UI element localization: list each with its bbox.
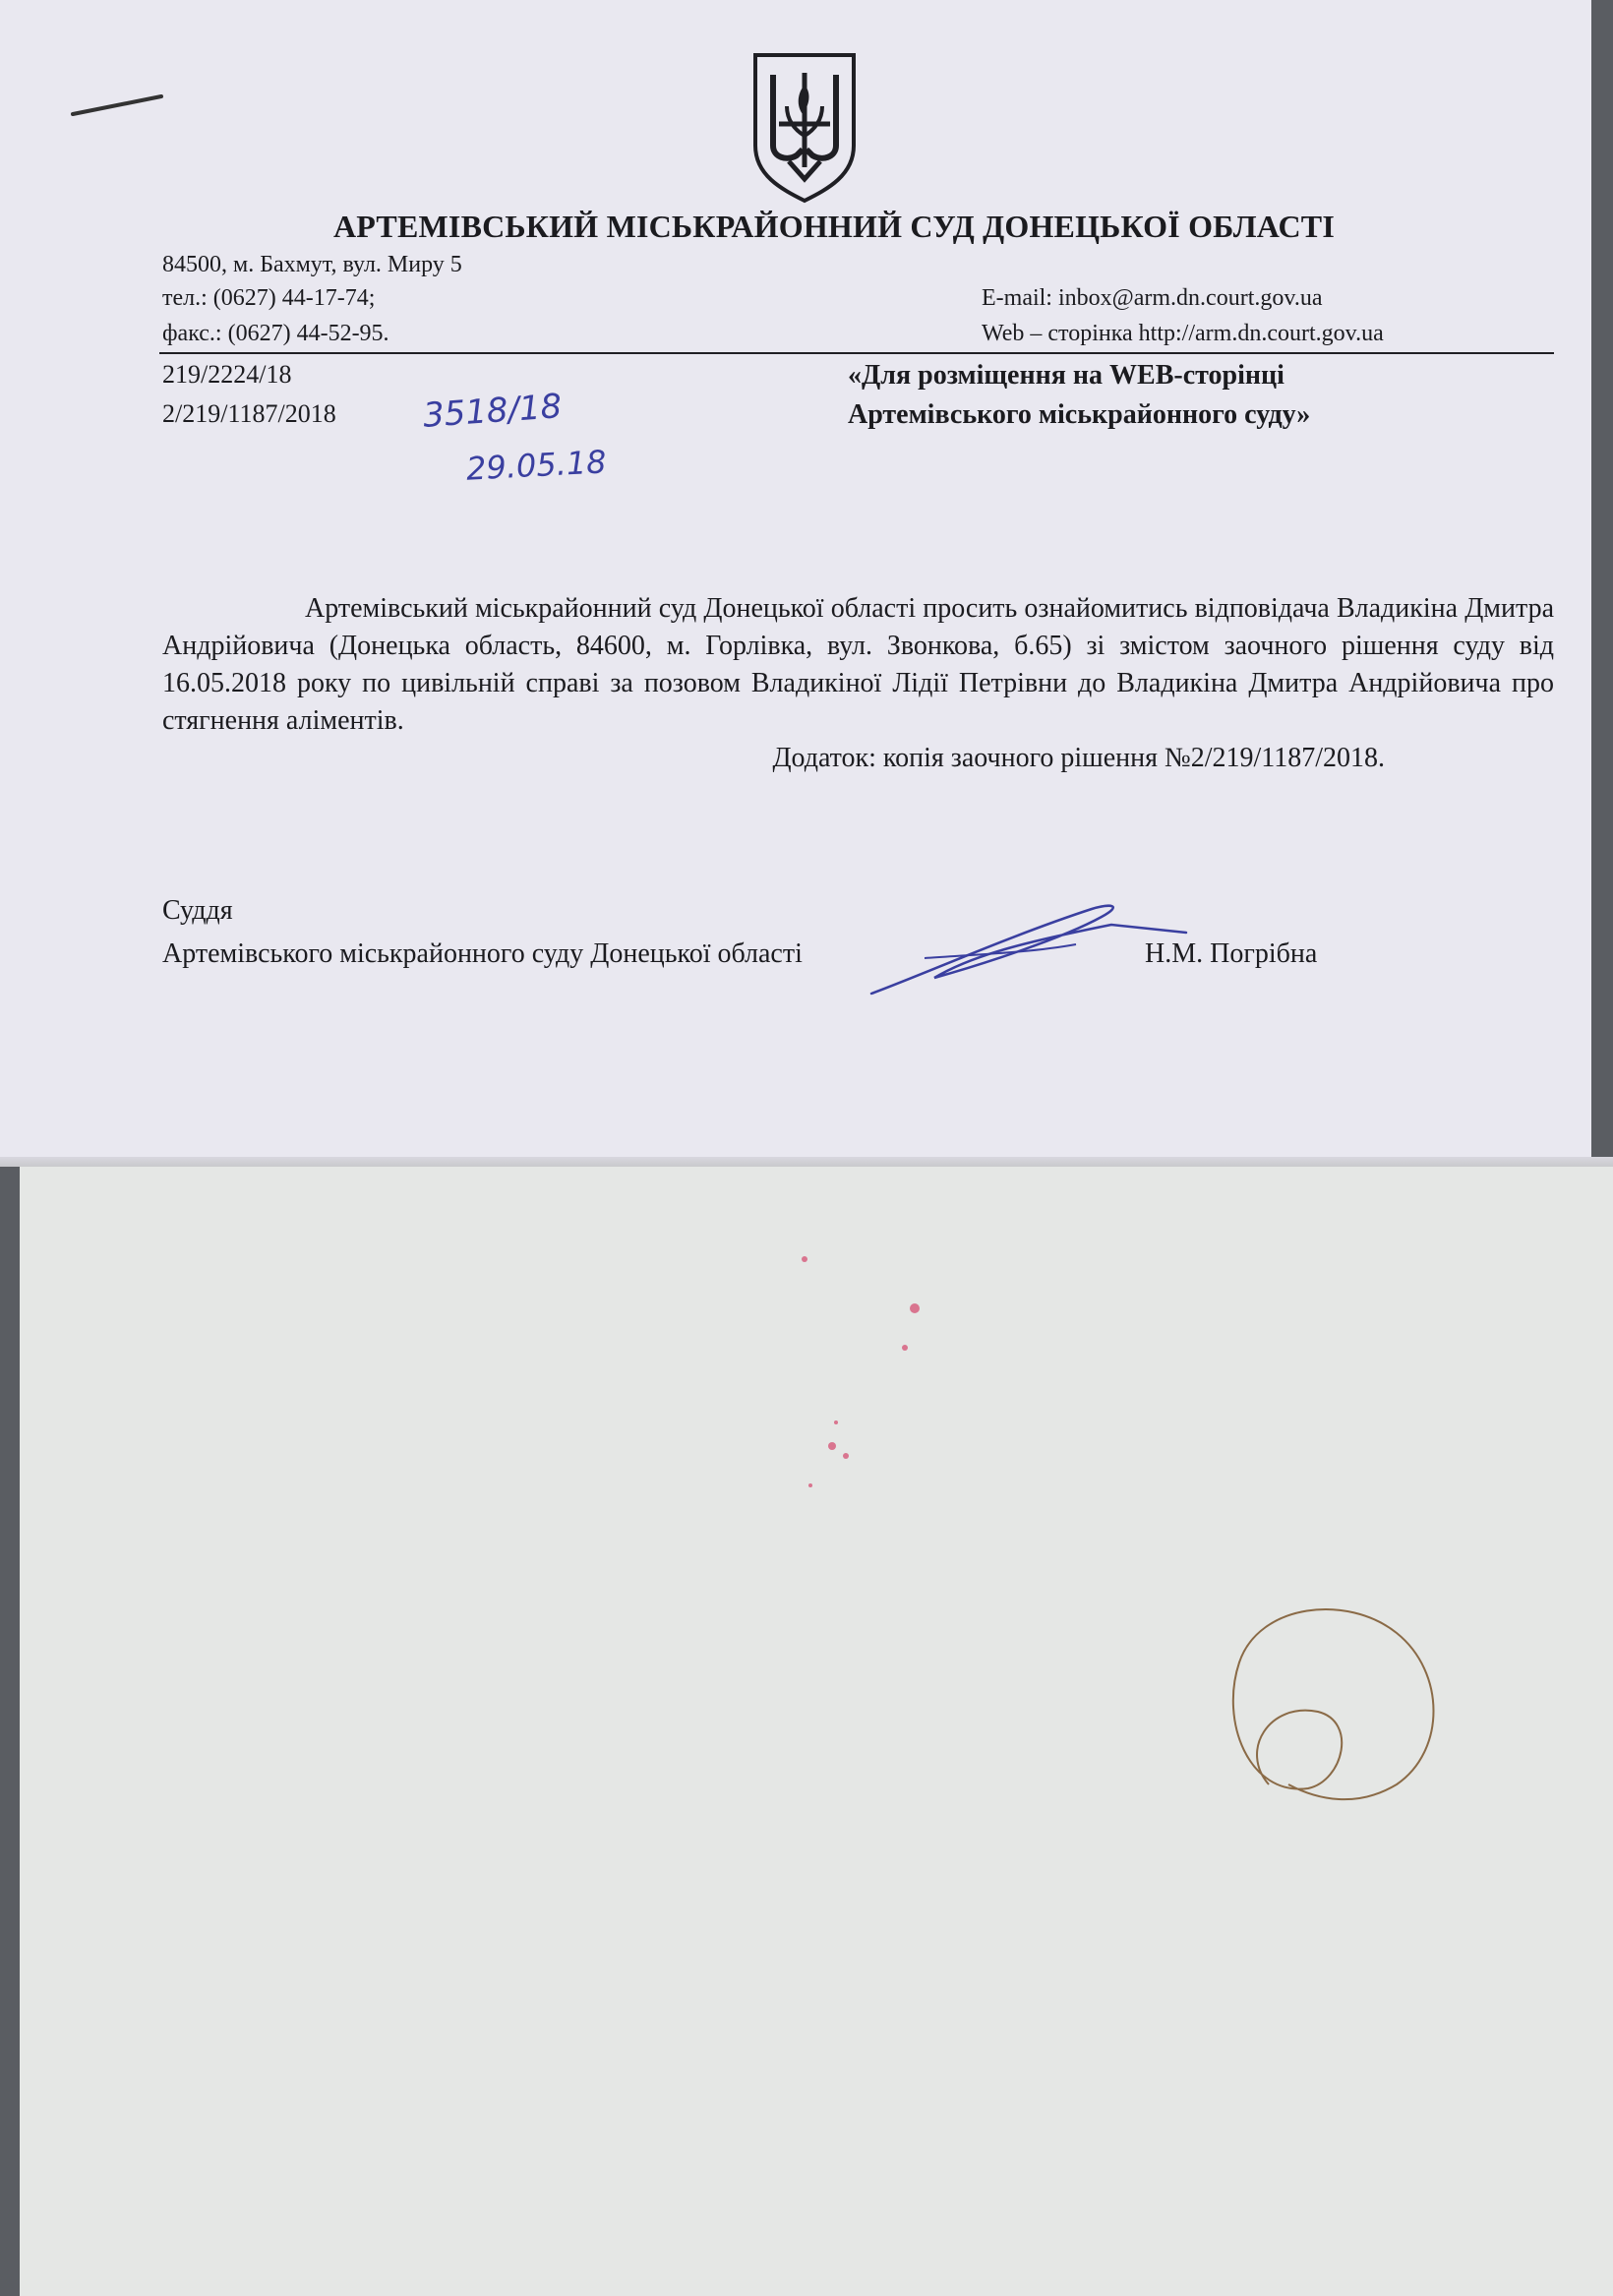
court-web: Web – сторінка http://arm.dn.court.gov.ua [982,321,1384,346]
signature-scribble [866,895,1190,1003]
proceeding-number: 2/219/1187/2018 [162,399,336,428]
coat-of-arms-icon [747,51,862,205]
handwritten-number: 3518/18 [421,387,564,436]
signer-name: Н.М. Погрібна [1145,938,1318,969]
court-title: АРТЕМІВСЬКИЙ МІСЬКРАЙОННИЙ СУД ДОНЕЦЬКОЇ ОБЛАСТІ [332,209,1336,244]
signer-role: Суддя [162,895,233,926]
paper-edge [0,1157,1613,1167]
pen-stroke-mark [69,87,167,126]
court-email: E-mail: inbox@arm.dn.court.gov.ua [982,285,1323,311]
court-fax: факс.: (0627) 44-52-95. [162,321,389,346]
letter-body [162,590,1554,777]
body-paragraph: Артемівський міськрайонний суд Донецької області просить ознайомитись відповідача Владикіна Дмитра Андрійовича (Донецька область, 84600, м. Горлівка, вул. Звонкова, б.65) зі змістом заочного рішення суду від 16.05.2018 року по цивільній справі за позовом Владикіної Лідії Петрівни до Владикіна Дмитра Андрійовича про стягнення аліментів. [162,593,1554,736]
ink-speckles [767,1239,1023,1515]
court-phone: тел.: (0627) 44-17-74; [162,285,376,311]
publication-notice-line2: Артемівського міськрайонного суду» [848,399,1311,430]
pen-loop-mark [1210,1574,1456,1820]
publication-notice-line1: «Для розміщення на WEB-сторінці [848,360,1284,391]
signer-organization: Артемівського міськрайонного суду Донецької області [162,938,803,969]
header-divider [159,352,1554,354]
handwritten-date: 29.05.18 [465,443,608,488]
court-address: 84500, м. Бахмут, вул. Миру 5 [162,252,462,277]
case-number: 219/2224/18 [162,360,292,389]
annex-line: Додаток: копія заочного рішення №2/219/1187/2018. [772,743,1385,773]
